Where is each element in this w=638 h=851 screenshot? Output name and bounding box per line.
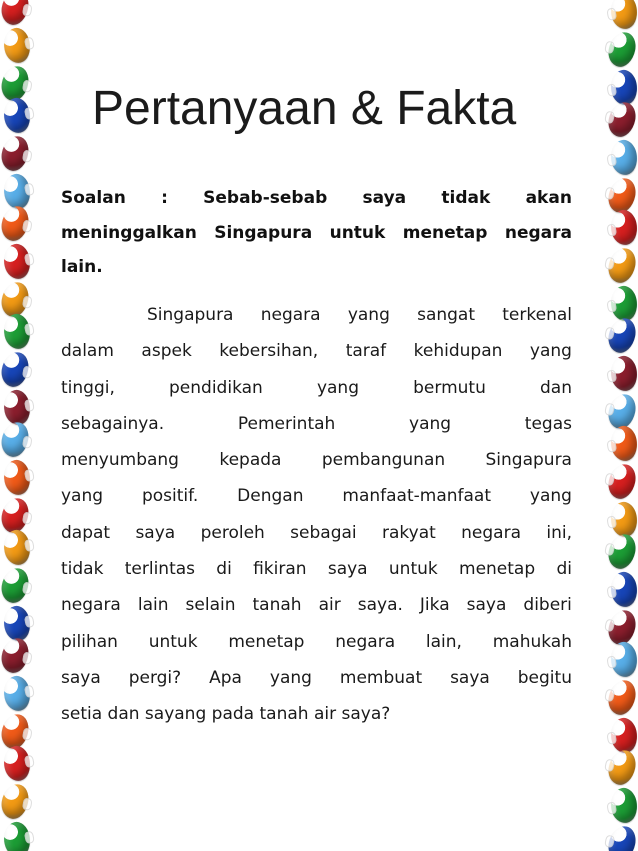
paragraph-line — [61, 515, 572, 551]
left-glass-bead-icon — [1, 312, 34, 352]
paragraph-word: sayang — [144, 704, 207, 725]
paragraph-word: yang — [269, 667, 312, 688]
left-glass-bead-icon — [1, 528, 34, 568]
paragraph-word: saya. — [357, 595, 403, 616]
paragraph-line — [61, 587, 572, 623]
right-glass-bead-icon — [606, 748, 638, 788]
paragraph-word: peroleh — [200, 522, 265, 543]
question-word: meninggalkan — [61, 222, 197, 243]
right-glass-bead-icon — [606, 30, 638, 70]
paragraph-word: tidak — [61, 559, 104, 580]
paragraph-word: Jika — [419, 595, 450, 616]
question-word: akan — [525, 188, 572, 208]
paragraph-word: mahukah — [492, 631, 572, 652]
left-glass-bead-icon — [0, 420, 31, 459]
left-glass-bead-icon — [1, 458, 34, 498]
left-glass-bead-icon — [0, 782, 31, 821]
question-word: menetap — [402, 222, 488, 243]
left-glass-bead-icon — [1, 820, 34, 851]
question-word: negara — [504, 222, 572, 243]
paragraph-word: rakyat — [382, 522, 436, 543]
body-paragraph — [61, 297, 572, 733]
paragraph-word: yang — [347, 305, 390, 325]
paragraph-word: menetap — [459, 559, 536, 580]
paragraph-word: air — [313, 704, 337, 725]
paragraph-word: sangat — [417, 305, 476, 325]
paragraph-word: tanah — [252, 595, 302, 616]
paragraph-word: saya — [450, 667, 490, 688]
paragraph-word: terkenal — [502, 305, 572, 325]
paragraph-line — [61, 696, 572, 732]
paragraph-word: tegas — [524, 413, 572, 434]
paragraph-word: saya? — [341, 704, 391, 725]
right-glass-bead-icon — [606, 824, 638, 851]
right-glass-bead-icon — [608, 208, 638, 247]
paragraph-word: menyumbang — [61, 450, 179, 471]
paragraph-word: di — [216, 559, 232, 580]
right-glass-bead-icon — [606, 532, 638, 572]
paragraph-word: pilihan — [61, 631, 118, 652]
right-glass-bead-icon — [608, 354, 638, 393]
right-glass-bead-icon — [606, 246, 638, 286]
right-glass-bead-icon — [606, 678, 638, 718]
paragraph-word: manfaat-manfaat — [342, 486, 491, 507]
paragraph-word: selain — [185, 595, 236, 616]
paragraph-word: lain, — [425, 631, 462, 652]
paragraph-line — [61, 297, 572, 333]
right-glass-bead-icon — [608, 786, 638, 825]
paragraph-word: Pemerintah — [237, 413, 336, 434]
paragraph-word: bermutu — [413, 377, 486, 398]
paragraph-word: untuk — [388, 559, 438, 580]
paragraph-word: yang — [409, 413, 452, 434]
paragraph-word: Singapura — [147, 305, 234, 325]
paragraph-word: negara — [260, 305, 321, 325]
paragraph-word: fikiran — [253, 559, 307, 580]
paragraph-word: pembangunan — [321, 450, 446, 471]
paragraph-word: terlintas — [124, 559, 196, 580]
paragraph-word: kebersihan, — [219, 341, 319, 362]
paragraph-word: yang — [529, 486, 572, 507]
paragraph-word: pada — [211, 704, 255, 725]
left-glass-bead-icon — [1, 674, 34, 714]
paragraph-word: pendidikan — [169, 377, 263, 398]
paragraph-word: lain — [137, 595, 169, 616]
right-glass-bead-icon — [608, 0, 638, 31]
left-glass-bead-icon — [0, 636, 31, 675]
paragraph-word: Singapura — [485, 450, 572, 471]
page-title: Pertanyaan & Fakta — [92, 82, 517, 135]
paragraph-word: dan — [540, 377, 572, 398]
question-line — [61, 250, 572, 285]
left-glass-bead-icon — [0, 0, 31, 27]
paragraph-line — [61, 660, 572, 696]
left-glass-bead-icon — [1, 744, 34, 784]
question-word: : — [161, 188, 168, 208]
paragraph-word: kehidupan — [413, 341, 503, 362]
question-word: Soalan — [61, 188, 126, 208]
right-glass-bead-icon — [606, 462, 638, 502]
question-word: saya — [362, 188, 407, 208]
right-glass-bead-icon — [606, 316, 638, 356]
left-glass-bead-icon — [0, 204, 31, 243]
question-line — [61, 181, 572, 216]
paragraph-word: yang — [61, 486, 104, 507]
paragraph-word: positif. — [141, 486, 199, 507]
question-word: untuk — [329, 222, 386, 243]
right-glass-bead-icon — [606, 100, 638, 140]
right-glass-bead-icon — [608, 138, 638, 177]
paragraph-word: sebagai — [290, 522, 357, 543]
paragraph-word: Dengan — [237, 486, 304, 507]
paragraph-word: negara — [461, 522, 522, 543]
left-glass-bead-icon — [1, 96, 34, 136]
paragraph-word: air — [318, 595, 341, 616]
question-line — [61, 216, 572, 251]
paragraph-word: yang — [316, 377, 359, 398]
paragraph-word: begitu — [517, 667, 572, 688]
paragraph-word: Apa — [209, 667, 242, 688]
left-glass-bead-icon — [0, 350, 31, 389]
paragraph-word: membuat — [339, 667, 423, 688]
paragraph-word: taraf — [345, 341, 387, 362]
right-glass-bead-icon — [608, 68, 638, 107]
paragraph-word: saya — [61, 667, 101, 688]
paragraph-line — [61, 478, 572, 514]
question-word: tidak — [441, 188, 491, 208]
right-glass-bead-border-icon — [600, 0, 638, 851]
question-word: Singapura — [214, 222, 313, 243]
right-glass-bead-icon — [608, 284, 638, 323]
paragraph-word: tanah — [259, 704, 309, 725]
right-glass-bead-icon — [608, 716, 638, 755]
paragraph-line — [61, 551, 572, 587]
paragraph-word: untuk — [148, 631, 198, 652]
paragraph-word: menetap — [228, 631, 305, 652]
paragraph-word: kepada — [219, 450, 282, 471]
paragraph-word: sebagainya. — [61, 413, 165, 434]
right-glass-bead-icon — [608, 424, 638, 463]
right-glass-bead-icon — [608, 640, 638, 679]
paragraph-word: setia — [61, 704, 103, 725]
left-glass-bead-icon — [1, 242, 34, 282]
paragraph-line — [61, 370, 572, 406]
paragraph-word: pergi? — [128, 667, 182, 688]
paragraph-word: tinggi, — [61, 377, 115, 398]
paragraph-word: aspek — [141, 341, 192, 362]
left-glass-bead-icon — [0, 566, 31, 605]
paragraph-word: dalam — [61, 341, 114, 362]
paragraph-word: di — [556, 559, 572, 580]
paragraph-word: saya — [327, 559, 368, 580]
paragraph-line — [61, 442, 572, 478]
paragraph-line — [61, 624, 572, 660]
paragraph-line — [61, 406, 572, 442]
right-glass-bead-icon — [608, 500, 638, 539]
paragraph-word: negara — [335, 631, 396, 652]
paragraph-word: dan — [107, 704, 140, 725]
paragraph-word: saya — [466, 595, 507, 616]
paragraph-word: yang — [529, 341, 572, 362]
paragraph-word: diberi — [523, 595, 572, 616]
paragraph-word: saya — [135, 522, 176, 543]
paragraph-line — [61, 333, 572, 369]
left-glass-bead-icon — [1, 26, 34, 66]
paragraph-word: ini, — [546, 522, 572, 543]
paragraph-word: dapat — [61, 522, 111, 543]
right-glass-bead-icon — [608, 570, 638, 609]
left-glass-bead-icon — [0, 134, 31, 173]
question-word: Sebab-sebab — [203, 188, 328, 208]
paragraph-word: negara — [61, 595, 121, 616]
question-word: lain. — [61, 257, 103, 277]
left-glass-bead-border-icon — [0, 0, 38, 851]
question-block — [61, 181, 572, 285]
